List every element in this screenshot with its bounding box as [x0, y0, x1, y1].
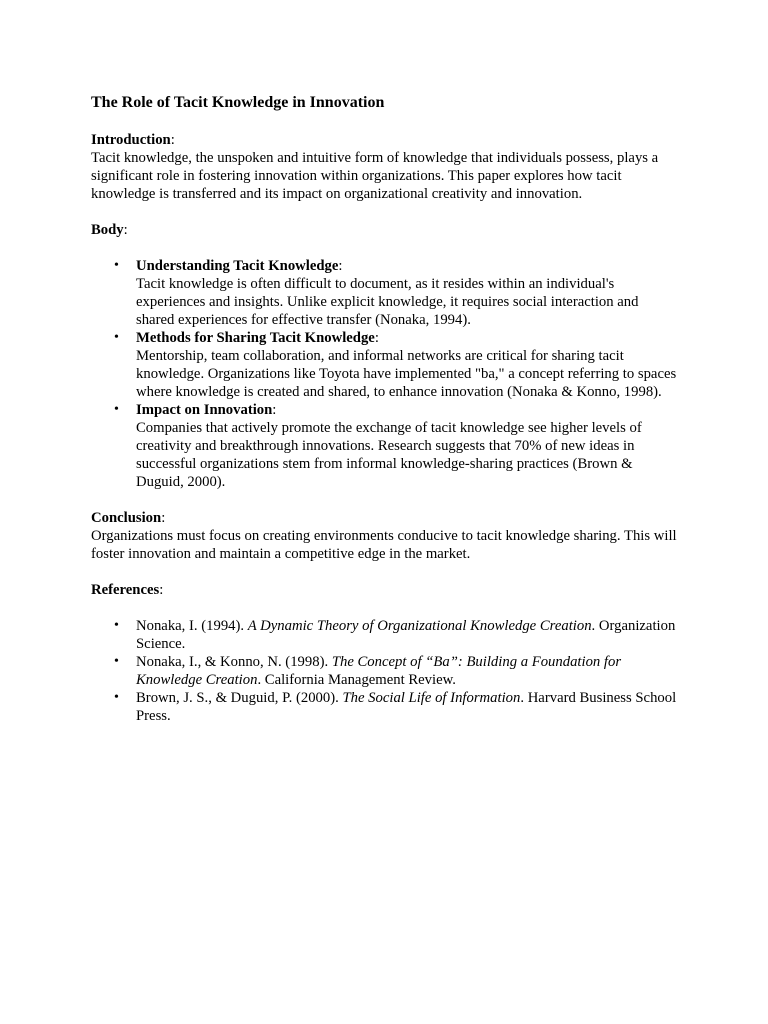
introduction-text: Tacit knowledge, the unspoken and intuitive form of knowledge that individuals possess, plays a significant role in fostering innovation within organizations. This paper explores how tacit knowledge is transferred and its impact on organizational creativity and innovation. — [91, 150, 659, 202]
body-heading-colon: : — [123, 222, 128, 238]
body-item-title: Understanding Tacit Knowledge — [136, 258, 339, 274]
reference-source: . California Management Review. — [257, 672, 456, 688]
reference-item — [136, 617, 680, 653]
body-item-text: Companies that actively promote the exchange of tacit knowledge see higher levels of creativity and breakthrough innovations. Research suggests that 70% of new ideas in successful organizations stem from informal knowledge-sharing practices (Brown & Duguid, 2000). — [136, 420, 642, 490]
conclusion-text: Organizations must focus on creating environments conducive to tacit knowledge sharing. This will foster innovation and maintain a competitive edge in the market. — [91, 528, 677, 562]
references-heading-label: References — [91, 582, 160, 598]
body-list-item — [136, 329, 680, 401]
body-item-colon: : — [338, 258, 343, 274]
reference-item — [136, 689, 680, 725]
reference-authors: Nonaka, I., & Konno, N. (1998). — [136, 654, 332, 670]
document-title: The Role of Tacit Knowledge in Innovation — [91, 94, 385, 111]
body-item-title: Impact on Innovation — [136, 402, 273, 418]
references-heading-colon: : — [159, 582, 164, 598]
introduction-heading — [91, 131, 680, 149]
body-item-title: Methods for Sharing Tacit Knowledge — [136, 330, 375, 346]
conclusion-heading-label: Conclusion — [91, 510, 162, 526]
references-heading — [91, 581, 680, 599]
introduction-heading-colon: : — [170, 132, 175, 148]
body-item-heading — [136, 329, 680, 347]
reference-work-title: A Dynamic Theory of Organizational Knowledge Creation — [247, 618, 592, 634]
reference-source: . Organization Science. — [136, 618, 676, 652]
introduction-heading-label: Introduction — [91, 132, 171, 148]
body-list-item — [136, 401, 680, 491]
body-list-item — [136, 257, 680, 329]
conclusion-heading-colon: : — [161, 510, 166, 526]
body-item-colon: : — [272, 402, 277, 418]
body-heading-label: Body — [91, 222, 124, 238]
body-item-text: Tacit knowledge is often difficult to document, as it resides within an individual's experiences and insights. Unlike explicit knowledge, it requires social interaction and shared experiences for effective transfer (Nonaka, 1994). — [136, 276, 639, 328]
reference-item — [136, 653, 680, 689]
body-item-colon: : — [374, 330, 379, 346]
reference-authors: Nonaka, I. (1994). — [136, 618, 248, 634]
body-item-heading — [136, 401, 680, 419]
reference-authors: Brown, J. S., & Duguid, P. (2000). — [136, 690, 343, 706]
body-heading — [91, 221, 680, 239]
body-item-text: Mentorship, team collaboration, and informal networks are critical for sharing tacit knowledge. Organizations like Toyota have implemented "ba," a concept referring to spaces where knowledge is created and shared, to enhance innovation (Nonaka & Konno, 1998). — [136, 348, 677, 400]
references-list — [91, 617, 680, 725]
conclusion-heading — [91, 509, 680, 527]
reference-work-title: The Concept of “Ba”: Building a Foundation for Knowledge Creation — [136, 654, 622, 688]
reference-work-title: The Social Life of Information — [342, 690, 521, 706]
body-item-heading — [136, 257, 680, 275]
reference-source: . Harvard Business School Press. — [136, 690, 677, 724]
body-list — [91, 257, 680, 491]
